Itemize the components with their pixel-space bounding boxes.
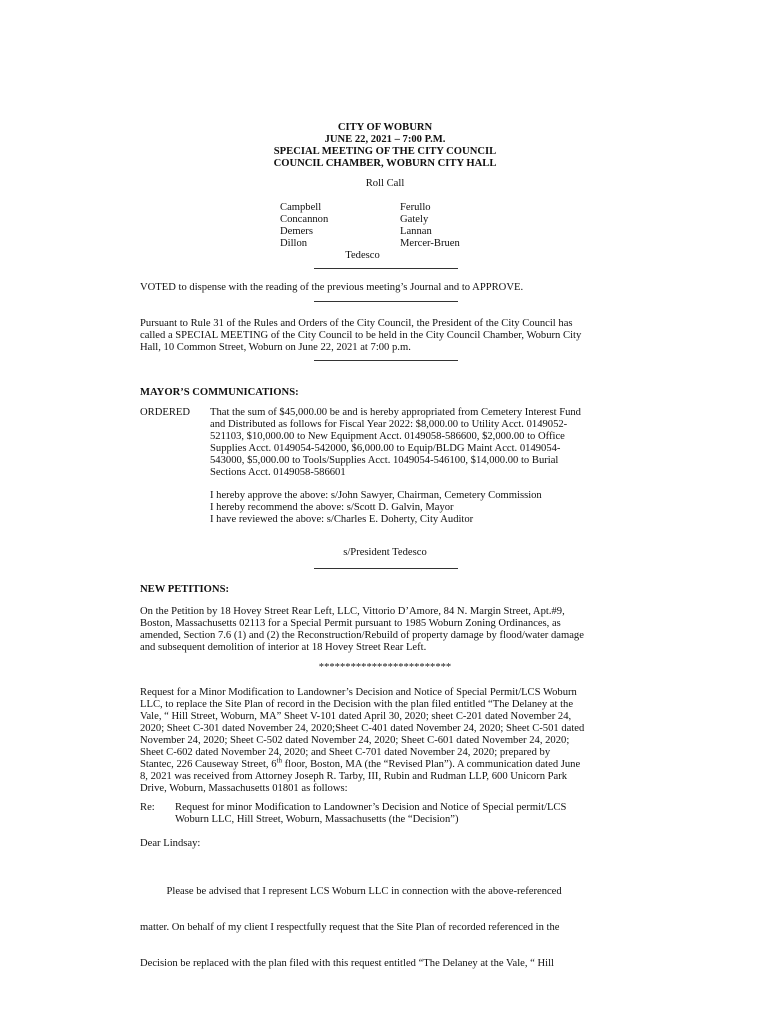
councilor-name: Campbell — [280, 202, 322, 213]
text-line: LLC, to replace the Site Plan of record in the Decision with the plan filed entitled “The Delaney at the — [140, 699, 574, 710]
approval-line: I hereby approve the above: s/John Sawyer, Chairman, Cemetery Commission — [210, 490, 542, 501]
salutation — [140, 838, 630, 850]
text-line: Pursuant to Rule 31 of the Rules and Orders of the City Council, the President of the City Council has — [140, 318, 573, 329]
approval-line: I hereby recommend the above: s/Scott D. Galvin, Mayor — [210, 502, 454, 513]
councilor-name: Demers — [280, 226, 313, 237]
councilor-name-president: Tedesco — [345, 250, 380, 261]
text-line: and subsequent demolition of interior at 18 Hovey Street Rear Left. — [140, 642, 427, 653]
re-label: Re: — [140, 802, 155, 813]
divider — [314, 268, 458, 269]
document-header — [0, 122, 770, 170]
divider — [314, 568, 458, 569]
approval-line: I have reviewed the above: s/Charles E. Doherty, City Auditor — [210, 514, 474, 525]
text-line: Vale, “ Hill Street, Woburn, MA” Sheet V-101 dated April 30, 2020; sheet C-201 dated November 24, — [140, 711, 572, 722]
superscript: th — [276, 756, 282, 765]
separator-asterisks: ************************* — [318, 662, 452, 673]
text-line: Sheet C-602 dated November 24, 2020; and Sheet C-701 dated November 24, 2020; prepared by — [140, 747, 551, 758]
councilor-name: Ferullo — [400, 202, 431, 213]
request-paragraph — [140, 687, 630, 795]
petition-paragraph — [140, 606, 630, 654]
text-line — [140, 756, 630, 771]
text-line: Drive, Woburn, Massachusetts 01801 as follows: — [140, 783, 348, 794]
text-line: matter. On behalf of my client I respectfully request that the Site Plan of recorded referenced in the — [140, 922, 560, 933]
voted-text: VOTED to dispense with the reading of the previous meeting’s Journal and to APPROVE. — [140, 282, 524, 293]
roll-call-title: Roll Call — [365, 178, 405, 189]
text-line: and Distributed as follows for Fiscal Year 2022: $8,000.00 to Utility Acct. 0149052- — [210, 419, 568, 430]
text-line: Request for a Minor Modification to Landowner’s Decision and Notice of Special Permit/LCS Woburn — [140, 687, 577, 698]
mayors-communications-heading: MAYOR’S COMMUNICATIONS: — [140, 387, 299, 398]
text-line: Hall, 10 Common Street, Woburn on June 22, 2021 at 7:00 p.m. — [140, 342, 411, 353]
approvals-block — [210, 490, 630, 526]
text-line: called a SPECIAL MEETING of the City Council to be held in the City Council Chamber, Woburn City — [140, 330, 582, 341]
text-span: Stantec, 226 Causeway Street, 6 — [140, 759, 277, 770]
header-city: CITY OF WOBURN — [337, 122, 433, 133]
councilor-name: Concannon — [280, 214, 329, 225]
roll-call-right-column — [400, 202, 460, 250]
text-line: That the sum of $45,000.00 be and is hereby appropriated from Cemetery Interest Fund — [210, 407, 581, 418]
text-line: On the Petition by 18 Hovey Street Rear Left, LLC, Vittorio D’Amore, 84 N. Margin Street, Apt.#9, — [140, 606, 565, 617]
pursuant-paragraph — [140, 318, 630, 354]
text-span: floor, Boston, MA (the “Revised Plan”). A communication dated June — [281, 759, 581, 770]
text-line: 521103, $10,000.00 to New Equipment Acct. 0149058-586600, $2,000.00 to Office — [210, 431, 565, 442]
text-line: amended, Section 7.6 (1) and (2) the Reconstruction/Rebuild of property damage by flood/water damage — [140, 630, 584, 641]
header-location: COUNCIL CHAMBER, WOBURN CITY HALL — [273, 158, 497, 169]
text-line: Dear Lindsay: — [140, 838, 201, 849]
text-line: 2020; Sheet C-301 dated November 24, 2020;Sheet C-401 dated November 24, 2020; Sheet C-501 dated — [140, 723, 585, 734]
divider — [314, 360, 458, 361]
roll-call-left-column — [280, 202, 328, 250]
councilor-name: Lannan — [400, 226, 432, 237]
president-signature: s/President Tedesco — [343, 547, 427, 558]
voted-paragraph — [140, 282, 630, 294]
text-line: November 24, 2020; Sheet C-502 dated November 24, 2020; Sheet C-601 dated November 24, 2020; — [140, 735, 570, 746]
text-line: Sections Acct. 0149058-586601 — [210, 467, 346, 478]
text-line: Please be advised that I represent LCS Woburn LLC in connection with the above-referenced — [140, 886, 562, 897]
text-line: Request for minor Modification to Landowner’s Decision and Notice of Special permit/LCS — [175, 802, 567, 813]
header-meeting: SPECIAL MEETING OF THE CITY COUNCIL — [273, 146, 497, 157]
text-line: Boston, Massachusetts 02113 for a Special Permit pursuant to 1985 Woburn Zoning Ordinances, as — [140, 618, 561, 629]
divider — [314, 301, 458, 302]
text-line: 543000, $5,000.00 to Tools/Supplies Acct. 1049054-546100, $14,000.00 to Burial — [210, 455, 559, 466]
text-line: Woburn LLC, Hill Street, Woburn, Massachusetts (the “Decision”) — [175, 814, 459, 825]
header-date: JUNE 22, 2021 – 7:00 P.M. — [324, 134, 446, 145]
text-line: Supplies Acct. 0149054-542000, $6,000.00 to Equip/BLDG Maint Acct. 0149054- — [210, 443, 561, 454]
text-line: Decision be replaced with the plan filed with this request entitled “The Delaney at the Vale, “ Hill — [140, 958, 554, 969]
new-petitions-heading: NEW PETITIONS: — [140, 584, 229, 595]
ordered-text — [210, 407, 630, 479]
re-subject — [175, 802, 566, 826]
councilor-name: Mercer-Bruen — [400, 238, 460, 249]
text-line: 8, 2021 was received from Attorney Joseph R. Tarby, III, Rubin and Rudman LLP, 600 Unicorn Park — [140, 771, 568, 782]
councilor-name: Gately — [400, 214, 429, 225]
letter-paragraph — [140, 862, 630, 994]
ordered-label: ORDERED — [140, 407, 191, 418]
councilor-name: Dillon — [280, 238, 308, 249]
